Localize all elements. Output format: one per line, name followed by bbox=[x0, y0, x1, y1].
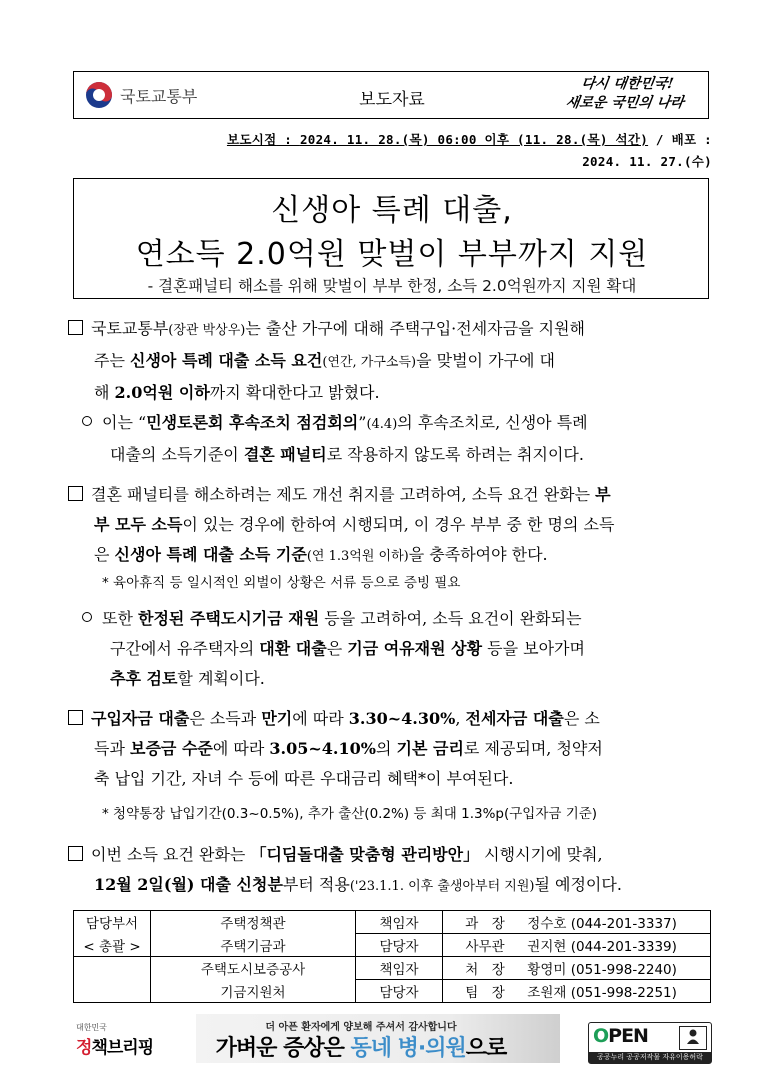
banner-top-text: 더 아픈 환자에게 양보해 주셔서 감사합니다 bbox=[265, 1022, 457, 1033]
open-logo-text: OPEN bbox=[593, 1025, 648, 1047]
table-row bbox=[74, 957, 711, 980]
policy-briefing-logo[interactable]: 대한민국 정책브리핑 bbox=[76, 1023, 154, 1058]
kogl-open-badge[interactable] bbox=[588, 1022, 712, 1064]
circle-bullet-icon bbox=[82, 416, 92, 426]
dept-empty-cell bbox=[74, 957, 151, 980]
press-release-label: 보도자료 bbox=[359, 90, 425, 110]
org-cell: 주택기금과 bbox=[151, 934, 356, 957]
embargo-line: 보도시점 : 2024. 11. 28.(목) 06:00 이후 (11. 28.(목) 석간) / 배포 : bbox=[226, 132, 712, 147]
contact-cell: 처 장 황영미 (051-998-2240) bbox=[443, 957, 711, 980]
distribution-label: 배포 bbox=[671, 132, 697, 147]
ministry-name: 국토교통부 bbox=[120, 87, 198, 106]
headline-line1: 신생아 특례 대출, bbox=[271, 193, 513, 228]
role-cell: 책임자 bbox=[356, 911, 443, 934]
title-box bbox=[73, 178, 709, 299]
paragraph-2: 결혼 패널티를 해소하려는 제도 개선 취지를 고려하여, 소득 요건 완화는 부 부 모두 소득이 있는 경우에 한하여 시행되며, 이 경우 부부 중 한 명의 소득 은 신생아 특례 대출 소득 기준(연 1.3억원 이하)을 충족하여야 한다. bbox=[68, 480, 716, 572]
distribution-date: 2024. 11. 27.(수) bbox=[582, 154, 712, 169]
contact-table bbox=[73, 910, 711, 1003]
banner-main-text: 가벼운 증상은 동네 병·의원으로 bbox=[215, 1036, 507, 1061]
paragraph-3: 구입자금 대출은 소득과 만기에 따라 3.30~4.30%, 전세자금 대출은 소 득과 보증금 수준에 따라 3.05~4.10%의 기본 금리로 제공되며, 청약저 축 납입 기간, 자녀 수 등에 따른 우대금리 혜택*이 부여된다. bbox=[68, 704, 716, 794]
dept-empty-cell bbox=[74, 980, 151, 1003]
dept-label: 담당부서 bbox=[74, 911, 151, 934]
table-row bbox=[74, 980, 711, 1003]
square-bullet-icon bbox=[68, 846, 83, 861]
header-box bbox=[73, 71, 709, 119]
square-bullet-icon bbox=[68, 710, 83, 725]
attribution-person-icon bbox=[679, 1026, 707, 1050]
role-cell: 담당자 bbox=[356, 980, 443, 1003]
paragraph-2-sub: 또한 한정된 주택도시기금 재원 등을 고려하여, 소득 요건이 완화되는 구간에서 유주택자의 대환 대출은 기금 여유재원 상황 등을 보아가며 추후 검토할 계획이다. bbox=[68, 604, 716, 694]
headline-line2: 연소득 2.0억원 맞벌이 부부까지 지원 bbox=[135, 237, 649, 272]
campaign-banner[interactable] bbox=[196, 1014, 560, 1063]
org-cell: 기금지원처 bbox=[151, 980, 356, 1003]
org-cell: 주택도시보증공사 bbox=[151, 957, 356, 980]
role-cell: 책임자 bbox=[356, 957, 443, 980]
slogan-line2: 새로운 국민의 나라 bbox=[564, 95, 685, 111]
contact-cell: 과 장 정수호 (044-201-3337) bbox=[443, 911, 711, 934]
slogan bbox=[553, 75, 698, 113]
table-row bbox=[74, 911, 711, 934]
paragraph-1-sub: 이는 “민생토론회 후속조치 점검회의”(4.4)의 후속조치로, 신생아 특례 대출의 소득기준이 결혼 패널티로 작용하지 않도록 하려는 취지이다. bbox=[68, 408, 716, 470]
slogan-line1: 다시 대한민국! bbox=[580, 76, 675, 92]
contact-cell: 팀 장 조원재 (051-998-2251) bbox=[443, 980, 711, 1003]
paragraph-4: 이번 소득 요건 완화는 「디딤돌대출 맞춤형 관리방안」 시행시기에 맞춰, 12월 2일(월) 대출 신청분부터 적용('23.1.1. 이후 출생아부터 지원)될 예정이다. bbox=[68, 840, 716, 902]
dept-sub-label: < 총괄 > bbox=[74, 934, 151, 957]
square-bullet-icon bbox=[68, 486, 83, 501]
table-row bbox=[74, 934, 711, 957]
contact-cell: 사무관 권지현 (044-201-3339) bbox=[443, 934, 711, 957]
footnote-2: * 청약통장 납입기간(0.3~0.5%), 추가 출산(0.2%) 등 최대 1.3%p(구입자금 기준) bbox=[102, 806, 598, 822]
circle-bullet-icon bbox=[82, 612, 92, 622]
square-bullet-icon bbox=[68, 320, 83, 335]
role-cell: 담당자 bbox=[356, 934, 443, 957]
paragraph-1: 국토교통부(장관 박상우)는 출산 가구에 대해 주택구입·전세자금을 지원해 주는 신생아 특례 대출 소득 요건(연간, 가구소득)을 맞벌이 가구에 대 해 2.0억원 이하까지 확대한다고 밝혔다. bbox=[68, 314, 716, 408]
embargo-value: 2024. 11. 28.(목) 06:00 이후 (11. 28.(목) 석간) bbox=[299, 132, 649, 147]
subtitle: - 결혼패널티 해소를 위해 맞벌이 부부 한정, 소득 2.0억원까지 지원 확대 bbox=[147, 277, 637, 295]
embargo-label: 보도시점 bbox=[226, 132, 277, 147]
footnote-1: * 육아휴직 등 일시적인 외벌이 상황은 서류 등으로 증빙 필요 bbox=[102, 575, 461, 591]
kogl-strip: 공공누리 공공저작물 자유이용허락 bbox=[589, 1052, 711, 1063]
org-cell: 주택정책관 bbox=[151, 911, 356, 934]
